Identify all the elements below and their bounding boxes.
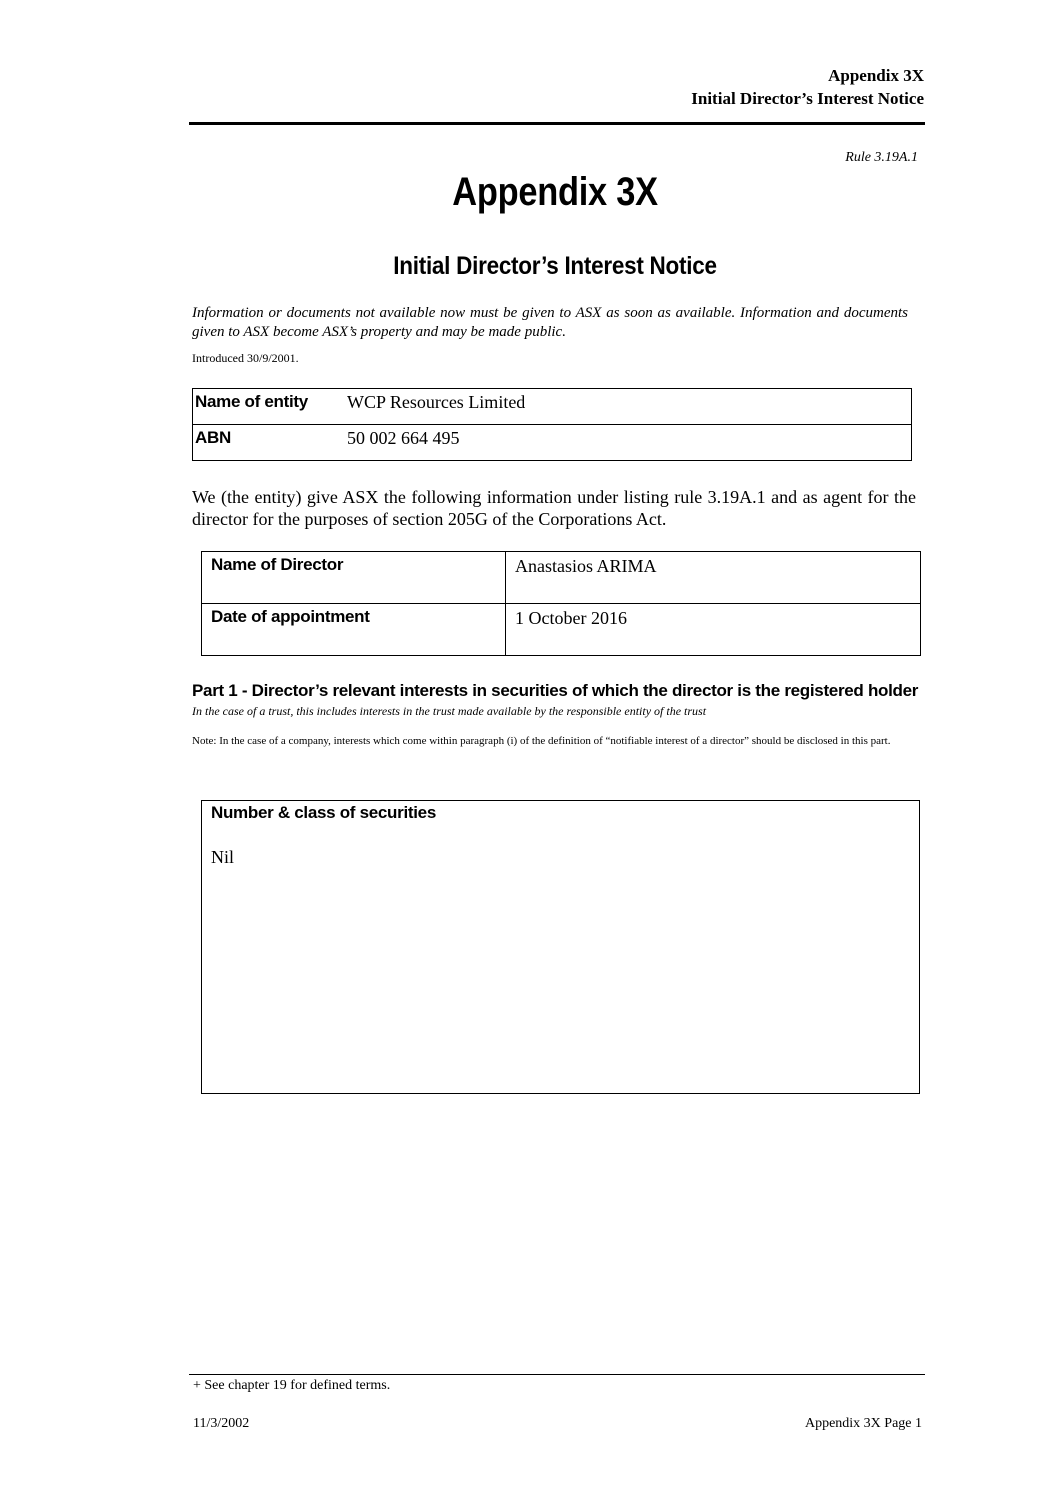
securities-box: [201, 800, 920, 1094]
rule-reference: Rule 3.19A.1: [845, 150, 918, 165]
entity-table: [192, 388, 912, 461]
director-table: [201, 551, 921, 656]
page-title: Appendix 3X: [452, 170, 658, 214]
securities-value: Nil: [211, 847, 235, 867]
header-divider: [189, 122, 925, 125]
intro-text: Information or documents not available now must be given to ASX as soon as available. Information and documents given to ASX become ASX’s property and may be made public.: [192, 305, 908, 340]
director-name-row: [202, 552, 920, 603]
abn-label: ABN: [195, 428, 231, 447]
page-subtitle: Initial Director’s Interest Notice: [393, 252, 717, 280]
director-name-value: Anastasios ARIMA: [515, 556, 657, 576]
appointment-date-value: 1 October 2016: [515, 608, 627, 628]
abn-value: 50 002 664 495: [347, 428, 460, 448]
entity-name-value: WCP Resources Limited: [347, 392, 526, 412]
footer-page-number: Appendix 3X Page 1: [804, 1416, 922, 1431]
part1-note: Note: In the case of a company, interests which come within paragraph (i) of the definition of “notifiable interest of a director” should be disclosed in this part.: [192, 735, 891, 747]
header-title: Appendix 3X: [828, 66, 924, 85]
director-name-label: Name of Director: [202, 552, 506, 603]
appointment-date-row: [202, 603, 920, 655]
abn-row: [193, 424, 911, 460]
appointment-date-label: Date of appointment: [202, 604, 506, 655]
entity-name-label: Name of entity: [195, 392, 308, 411]
part1-subheading: In the case of a trust, this includes interests in the trust made available by the responsible entity of the trust: [192, 704, 707, 718]
introduced-date: Introduced 30/9/2001.: [192, 351, 299, 365]
header-subtitle: Initial Director’s Interest Notice: [691, 89, 924, 108]
entity-name-row: [193, 389, 911, 424]
securities-label: Number & class of securities: [211, 803, 436, 822]
footer-date: 11/3/2002: [193, 1416, 250, 1431]
footer-note: + See chapter 19 for defined terms.: [193, 1378, 391, 1393]
declaration-text: We (the entity) give ASX the following information under listing rule 3.19A.1 and as agent for the director for the purposes of section 205G of the Corporations Act.: [192, 487, 916, 529]
footer-divider: [189, 1374, 925, 1375]
part1-heading: Part 1 - Director’s relevant interests in securities of which the director is the registered holder: [192, 681, 919, 700]
